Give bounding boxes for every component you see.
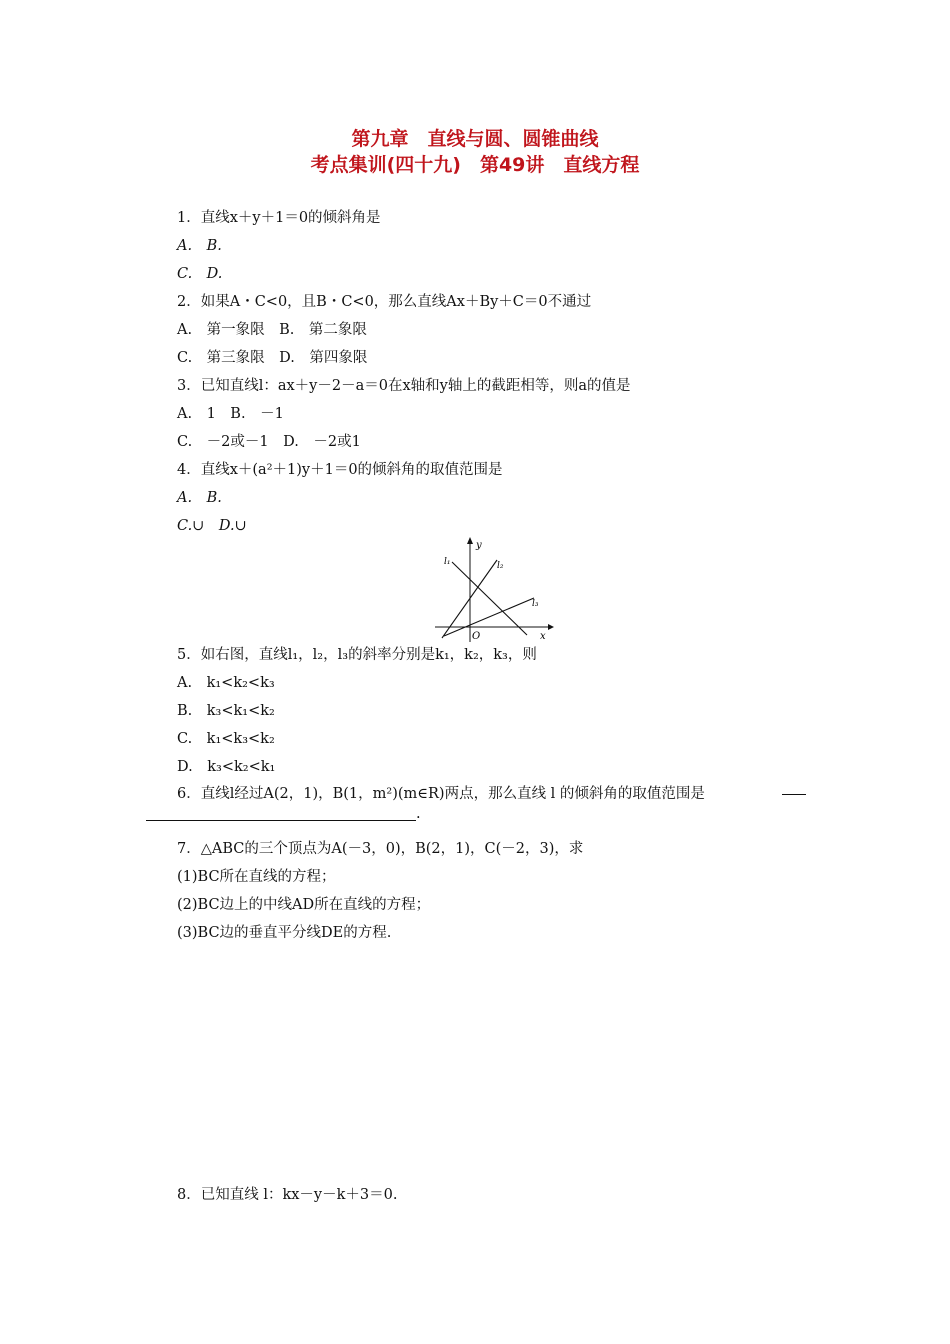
l1-label: l₁ — [444, 557, 451, 567]
x-axis-label: x — [540, 631, 546, 642]
y-axis-label: y — [476, 540, 482, 551]
q3-stem: 3．已知直线l：ax＋y－2－a＝0在x轴和y轴上的截距相等，则a的值是 — [177, 378, 631, 394]
lines-figure — [430, 532, 560, 642]
q8-stem: 8．已知直线 l：kx－y－k＋3＝0. — [177, 1187, 398, 1203]
q5-option-a: A. k₁<k₂<k₃ — [177, 675, 275, 691]
q4-stem: 4．直线x＋(a²＋1)y＋1＝0的倾斜角的取值范围是 — [177, 462, 503, 478]
q7-part-2: (2)BC边上的中线AD所在直线的方程； — [177, 897, 431, 913]
q1-stem: 1．直线x＋y＋1＝0的倾斜角是 — [177, 210, 381, 226]
q6-stem: 6．直线l经过A(2，1)，B(1，m²)(m∈R)两点，那么直线 l 的倾斜角的取值范围是 — [177, 786, 705, 802]
q6-end-mark: . — [416, 806, 421, 822]
q6-answer-blank-start — [782, 794, 806, 795]
q1-options-ab: A. B. — [177, 238, 222, 254]
q4-options-cd: C.∪ D.∪ — [177, 518, 247, 534]
q6-answer-blank — [146, 820, 416, 821]
q5-option-b: B. k₃<k₁<k₂ — [177, 703, 275, 719]
q5-option-d: D. k₃<k₂<k₁ — [177, 759, 276, 775]
q5-stem: 5．如右图，直线l₁，l₂，l₃的斜率分别是k₁，k₂，k₃，则 — [177, 647, 537, 663]
q2-stem: 2．如果A・C<0，且B・C<0，那么直线Ax＋By＋C＝0不通过 — [177, 294, 592, 310]
q3-options-ab: A. 1 B. －1 — [177, 406, 284, 422]
l2-label: l₂ — [497, 561, 504, 571]
q7-part-3: (3)BC边的垂直平分线DE的方程. — [177, 925, 392, 941]
q2-options-ab: A. 第一象限 B. 第二象限 — [177, 322, 367, 338]
q3-options-cd: C. －2或－1 D. －2或1 — [177, 434, 361, 450]
q2-options-cd: C. 第三象限 D. 第四象限 — [177, 350, 368, 366]
q1-options-cd: C. D. — [177, 266, 223, 282]
l3-label: l₃ — [532, 599, 539, 609]
chapter-title: 第九章 直线与圆、圆锥曲线 — [351, 128, 599, 150]
q7-part-1: (1)BC所在直线的方程； — [177, 869, 336, 885]
q7-stem: 7．△ABC的三个顶点为A(－3，0)，B(2，1)，C(－2，3)，求 — [177, 841, 584, 857]
origin-label: O — [472, 631, 481, 642]
q4-options-ab: A. B. — [177, 490, 222, 506]
q5-option-c: C. k₁<k₃<k₂ — [177, 731, 275, 747]
section-title: 考点集训(四十九) 第49讲 直线方程 — [310, 154, 640, 176]
